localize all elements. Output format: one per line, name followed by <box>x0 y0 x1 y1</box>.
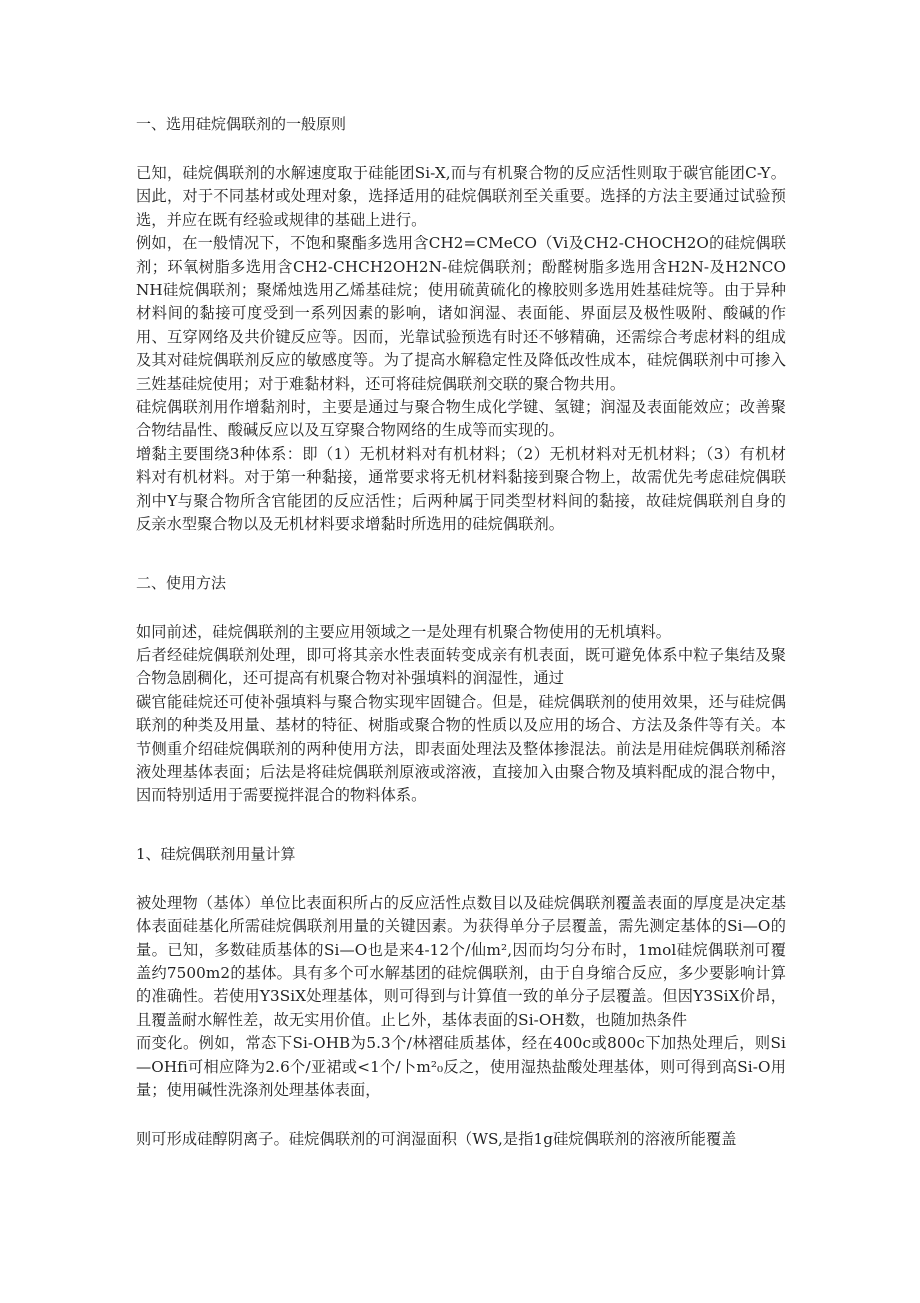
paragraph: 而变化。例如，常态下Si-OHB为5.3个/林褶硅质基体，经在400c或800c下加热处理后，则Si—OHfi可相应降为2.6个/亚裙或<1个/卜m²₀反之，使用湿热盐酸处理基体，则可得到高Si-O用量；使用碱性洗涤剂处理基体表面， <box>136 1034 786 1099</box>
paragraph: 则可形成硅醇阴离子。硅烷偶联剂的可润湿面积（WS,是指1g硅烷偶联剂的溶液所能覆盖 <box>136 1130 737 1149</box>
paragraph: 碳官能硅烷还可使补强填料与聚合物实现牢固键合。但是，硅烷偶联剂的使用效果，还与硅烷偶联剂的种类及用量、基材的特征、树脂或聚合物的性质以及应用的场合、方法及条件等有关。本节侧重介绍硅烷偶联剂的两种使用方法，即表面处理法及整体掺混法。前法是用硅烷偶联剂稀溶液处理基体表面；后法是将硅烷偶联剂原液或溶液，直接加入由聚合物及填料配成的混合物中，因而特别适用于需要搅拌混合的物料体系。 <box>136 692 786 805</box>
paragraph: 被处理物（基体）单位比表面积所占的反应活性点数目以及硅烷偶联剂覆盖表面的厚度是决定基体表面硅基化所需硅烷偶联剂用量的关键因素。为获得单分子层覆盖，需先测定基体的Si—O的量。已知，多数硅质基体的Si—O也是来4-12个/仙m²,因而均匀分布时，1mol硅烷偶联剂可覆盖约7500m2的基体。具有多个可水解基团的硅烷偶联剂，由于自身缩合反应，多少要影响计算的准确性。若使用Y3SiX处理基体，则可得到与计算值一致的单分子层覆盖。但因Y3SiX价昂，且覆盖耐水解性差，故无实用价值。止匕外，基体表面的Si-OH数，也随加热条件 <box>136 893 786 1029</box>
paragraph: 增黏主要围绕3种体系：即（1）无机材料对有机材料；（2）无机材料对无机材料；（3）有机材料对有机材料。对于第一种黏接，通常要求将无机材料黏接到聚合物上，故需优先考虑硅烷偶联剂中Y与聚合物所含官能团的反应活性；后两种属于同类型材料间的黏接，故硅烷偶联剂自身的反亲水型聚合物以及无机材料要求增黏时所选用的硅烷偶联剂。 <box>136 444 786 534</box>
document-page <box>136 100 786 1152</box>
section-heading-dosage: 1、硅烷偶联剂用量计算 <box>136 844 296 863</box>
paragraph: 后者经硅烷偶联剂处理，即可将其亲水性表面转变成亲有机表面，既可避免体系中粒子集结及聚合物急剧稠化，还可提高有机聚合物对补强填料的润湿性，通过 <box>136 645 786 688</box>
paragraph: 如同前述，硅烷偶联剂的主要应用领域之一是处理有机聚合物使用的无机填料。 <box>136 622 672 641</box>
paragraph: 硅烷偶联剂用作增黏剂时，主要是通过与聚合物生成化学键、氢键；润湿及表面能效应；改善聚合物结晶性、酸碱反应以及互穿聚合物网络的生成等而实现的。 <box>136 398 786 440</box>
paragraph: 已知，硅烷偶联剂的水解速度取于硅能团Si-X,而与有机聚合物的反应活性则取于碳官能团C-Y。因此，对于不同基材或处理对象，选择适用的硅烷偶联剂至关重要。选择的方法主要通过试验预选，并应在既有经验或规律的基础上进行。 <box>136 164 786 229</box>
section-heading-principles: 一、选用硅烷偶联剂的一般原则 <box>136 115 347 133</box>
section-heading-usage: 二、使用方法 <box>136 573 227 592</box>
paragraph: 例如，在一般情况下，不饱和聚酯多选用含CH2=CMeCO（Vi及CH2-CHOCH2O的硅烷偶联剂；环氧树脂多选用含CH2-CHCH2OH2N-硅烷偶联剂；酚醛树脂多选用含H2N-及H2NCONH硅烷偶联剂；聚烯烛选用乙烯基硅烷；使用硫黄硫化的橡胶则多选用姓基硅烷等。由于异种材料间的黏接可度受到一系列因素的影响，诸如润湿、表面能、界面层及极性吸附、酸碱的作用、互穿网络及共价键反应等。因而，光靠试验预选有时还不够精确，还需综合考虑材料的组成及其对硅烷偶联剂反应的敏感度等。为了提高水解稳定性及降低改性成本，硅烷偶联剂中可掺入三姓基硅烷使用；对于难黏材料，还可将硅烷偶联剂交联的聚合物共用。 <box>136 234 786 393</box>
